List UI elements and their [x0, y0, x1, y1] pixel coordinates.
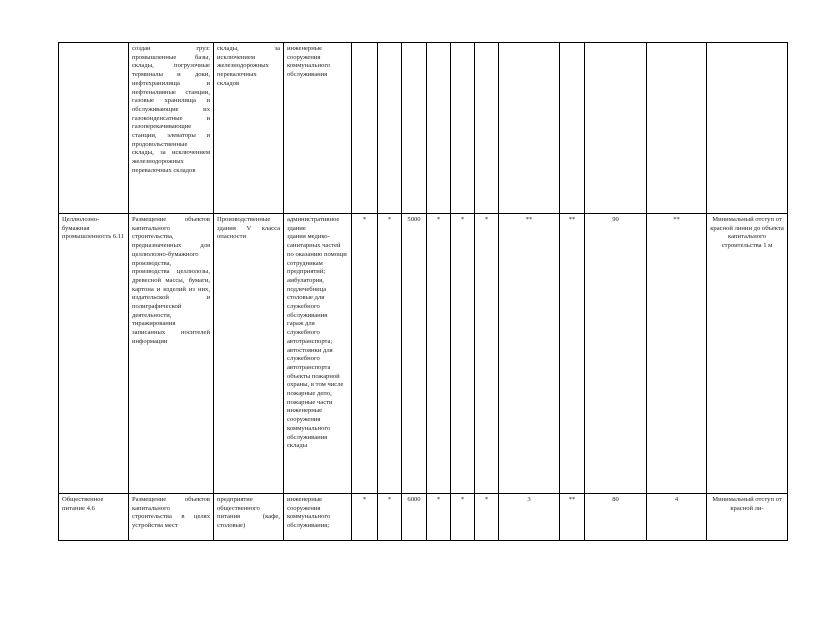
param-cell: [427, 43, 451, 214]
param-cell: *: [427, 214, 451, 494]
auxiliary-use-cell: административное здание здания медико-санитарных частей по оказанию помощи сотрудникам предприятий; амбулатория, подлечебница столовые для служебного обслуживания гараж для служебного автотранспорта; автостоянки для служебного автотранспорта объекты пожарной охраны, в том числе пожарные депо, пожарные части инженерные сооружения коммунального обслуживания склады: [284, 214, 352, 494]
param-cell: 5000: [402, 214, 427, 494]
param-cell: **: [560, 214, 585, 494]
land-use-type-cell: [59, 43, 129, 214]
table-row: [59, 43, 788, 214]
param-cell: [475, 43, 499, 214]
param-cell: 4: [647, 494, 707, 541]
param-cell: 90: [585, 214, 647, 494]
param-cell: *: [427, 494, 451, 541]
param-cell: 3: [499, 494, 560, 541]
description-cell: Размещение объектов капитального строительства в целях устройства мест: [129, 494, 214, 541]
param-cell: [585, 43, 647, 214]
param-cell: [499, 43, 560, 214]
auxiliary-use-cell: инженерные сооружения коммунального обслуживания;: [284, 494, 352, 541]
main-use-cell: Производственные здания V класса опасности: [214, 214, 284, 494]
table-row: [59, 214, 788, 494]
notes-cell: [707, 43, 788, 214]
land-use-type-cell: Общественное питание 4.6: [59, 494, 129, 541]
main-use-cell: предприятие общественного питания (кафе, столовые): [214, 494, 284, 541]
description-cell: Размещение объектов капитального строительства, предназначенных для целлюлозно-бумажного производства, производства целлюлозы, древесной массы, бумаги, картона и изделий из них, издательской и полиграфической деятельности, тиражирования записанных носителей информации: [129, 214, 214, 494]
param-cell: [647, 43, 707, 214]
param-cell: *: [475, 494, 499, 541]
param-cell: *: [378, 494, 402, 541]
table-row: [59, 494, 788, 541]
param-cell: **: [647, 214, 707, 494]
zoning-table: [58, 42, 788, 541]
param-cell: *: [352, 494, 378, 541]
auxiliary-use-cell: инженерные сооружения коммунального обслуживания: [284, 43, 352, 214]
notes-cell: Минимальный отступ от красной линии до объекта капитального строительства 1 м: [707, 214, 788, 494]
param-cell: *: [475, 214, 499, 494]
param-cell: [352, 43, 378, 214]
param-cell: 80: [585, 494, 647, 541]
land-use-type-cell: Целлюлозно-бумажная промышленность 6.11: [59, 214, 129, 494]
param-cell: *: [352, 214, 378, 494]
param-cell: 6000: [402, 494, 427, 541]
param-cell: **: [499, 214, 560, 494]
param-cell: *: [378, 214, 402, 494]
param-cell: [402, 43, 427, 214]
main-use-cell: склады, за исключением железнодорожных перевалочных складов: [214, 43, 284, 214]
param-cell: *: [451, 494, 475, 541]
param-cell: [378, 43, 402, 214]
param-cell: *: [451, 214, 475, 494]
notes-cell: Минимальный отступ от красной ли-: [707, 494, 788, 541]
param-cell: [451, 43, 475, 214]
description-cell: создан груз: промышленные базы, склады, погрузочные терминалы и доки, нефтехранилища и нефтеналивные станции, газовые хранилища и обслуживающие их газоконденсатные и газоперекачивающие станции, элеваторы и продовольственные склады, за исключением железнодорожных перевалочных складов: [129, 43, 214, 214]
param-cell: [560, 43, 585, 214]
param-cell: **: [560, 494, 585, 541]
